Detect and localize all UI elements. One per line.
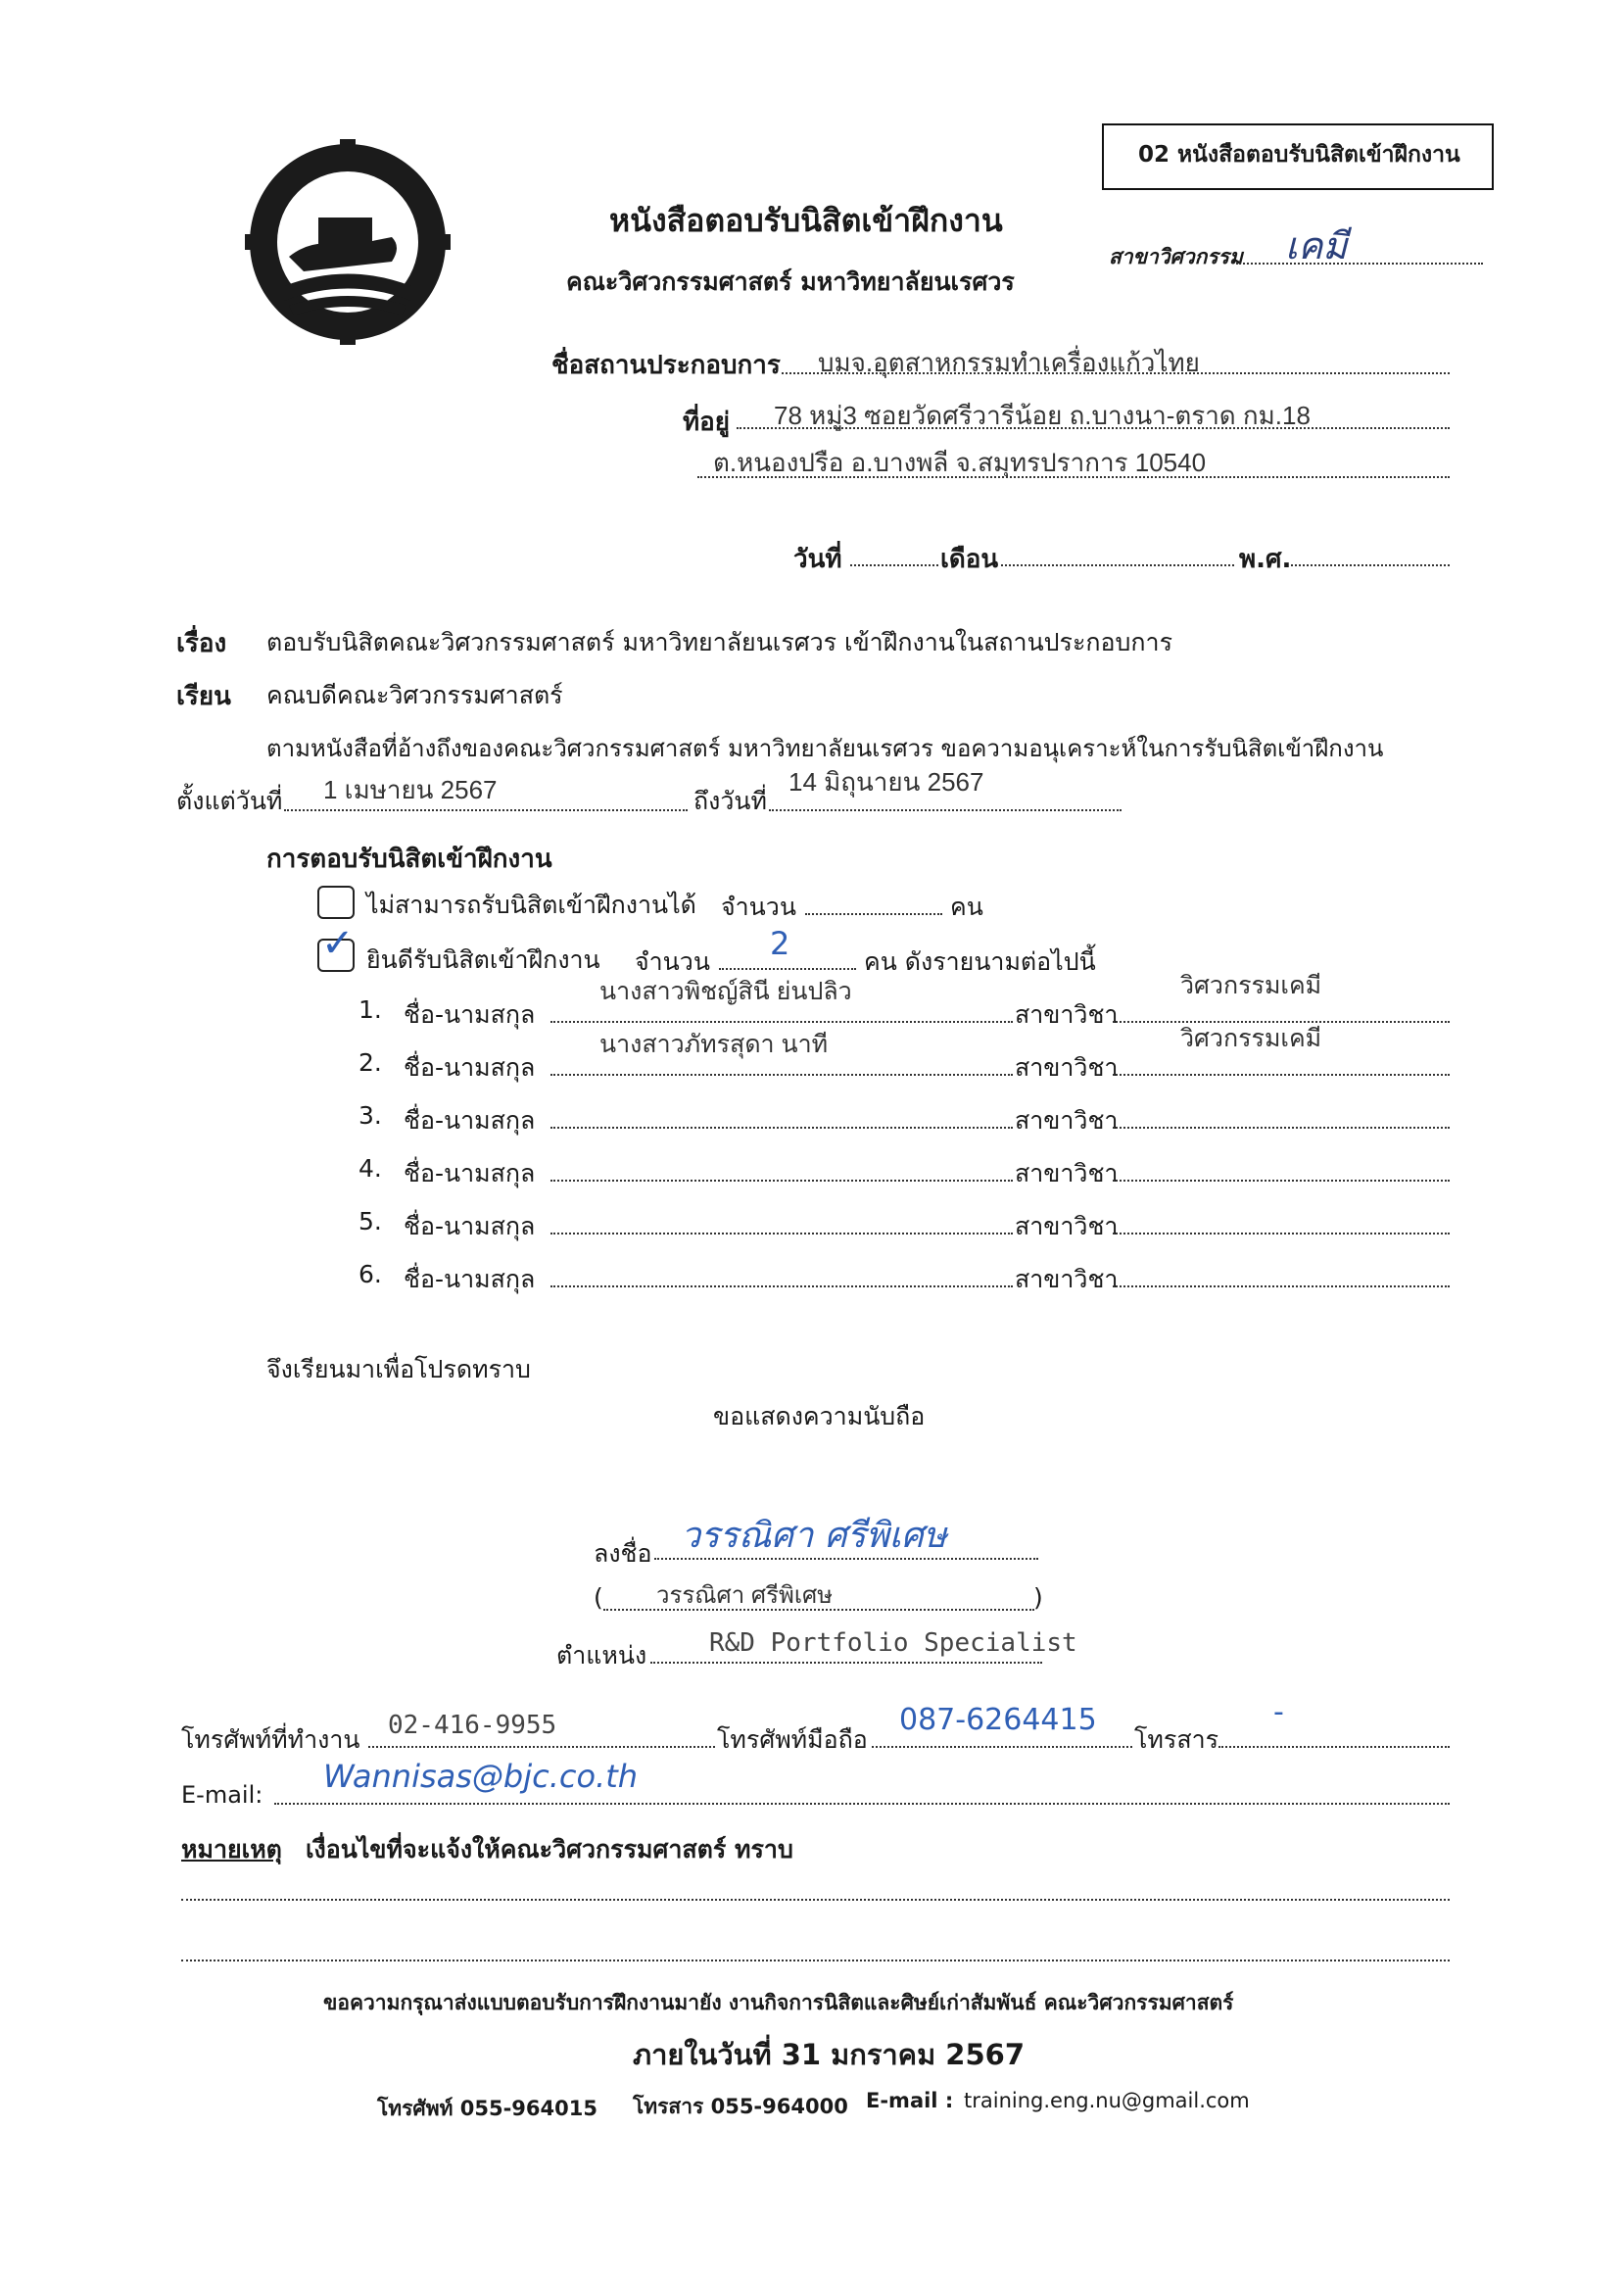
student-name: นางสาวภัทรสุดา นาที [599,1031,829,1058]
position-value: R&D Portfolio Specialist [709,1628,1077,1658]
student-major-label: สาขาวิชา [1015,1265,1119,1293]
from-date-value: 1 เมษายน 2567 [323,775,498,804]
office-phone-value: 02-416-9955 [388,1711,557,1740]
student-name-label: ชื่อ-นามสกุล [404,1212,536,1240]
email-dotted-line [274,1803,1450,1805]
address-label: ที่อยู่ [683,408,730,437]
accept-count-value: 2 [770,925,790,962]
acceptance-heading: การตอบรับนิสิตเข้าฝึกงาน [266,845,552,874]
printed-name: วรรณิศา ศรีพิเศษ [656,1582,834,1609]
student-major: วิศวกรรมเคมี [1180,972,1322,999]
reject-count-dotted-line [805,913,942,915]
note-dotted-line-1 [181,1899,1450,1901]
branch-label: สาขาวิศวกรรม [1109,245,1243,268]
page-title: หนังสือตอบรับนิสิตเข้าฝึกงาน [609,202,1003,239]
student-name-dotted-line [550,1180,1013,1182]
student-name-dotted-line [550,1233,1013,1234]
faculty-logo [245,139,451,345]
accept-count-dotted-line [719,968,856,970]
student-name-label: ชื่อ-นามสกุล [404,1053,536,1082]
page-subtitle: คณะวิศวกรรมศาสตร์ มหาวิทยาลัยนเรศวร [566,267,1015,296]
student-name-label: ชื่อ-นามสกุล [404,1000,536,1029]
document-code: 02 หนังสือตอบรับนิสิตเข้าฝึกงาน [1138,142,1460,168]
fax-label: โทรสาร [1134,1725,1219,1754]
company-value: บมจ.อุตสาหกรรมทำเครื่องแก้วไทย [818,348,1200,377]
to-label: เรียน [176,682,231,711]
branch-value: เคมี [1285,224,1348,267]
subject-label: เรื่อง [176,629,227,658]
student-major-label: สาขาวิชา [1015,1106,1119,1135]
mobile-value: 087-6264415 [899,1703,1097,1737]
printed-name-open-paren: ( [594,1583,603,1612]
date-year-label: พ.ศ. [1239,545,1292,574]
student-major-dotted-line [1113,1074,1450,1076]
note-label: หมายเหตุ [181,1835,282,1864]
student-major-dotted-line [1113,1127,1450,1129]
branch-dotted-line [1236,263,1483,265]
accept-checkmark: ✓ [321,921,355,966]
reject-count-label: จำนวน [721,893,796,921]
reject-checkbox[interactable] [317,886,355,919]
footer-line-2: ภายในวันที่ 31 มกราคม 2567 [633,2038,1026,2071]
student-name-dotted-line [550,1074,1013,1076]
mobile-dotted-line [872,1746,1132,1748]
date-month-label: เดือน [940,545,999,574]
student-major-label: สาขาวิชา [1015,1212,1119,1240]
student-number: 4. [358,1154,382,1183]
printed-name-close-paren: ) [1033,1583,1043,1612]
student-major-dotted-line [1113,1233,1450,1234]
footer-email: training.eng.nu@gmail.com [964,2089,1250,2112]
closing-text: จึงเรียนมาเพื่อโปรดทราบ [266,1355,531,1383]
student-major-dotted-line [1113,1180,1450,1182]
to-date-dotted-line [769,809,1122,811]
fax-value: - [1273,1695,1284,1729]
footer-fax: โทรสาร 055-964000 [633,2095,848,2118]
student-number: 6. [358,1260,382,1288]
student-name-label: ชื่อ-นามสกุล [404,1265,536,1293]
note-text: เงื่อนไขที่จะแจ้งให้คณะวิศวกรรมศาสตร์ ทราบ [306,1835,793,1864]
regards-text: ขอแสดงความนับถือ [713,1402,926,1430]
date-year-dotted-line [1291,564,1450,566]
accept-count-label: จำนวน [635,947,710,976]
student-major: วิศวกรรมเคมี [1180,1025,1322,1052]
date-month-dotted-line [1001,564,1234,566]
subject-text: ตอบรับนิสิตคณะวิศวกรรมศาสตร์ มหาวิทยาลัยนเรศวร เข้าฝึกงานในสถานประกอบการ [266,628,1173,656]
student-number: 5. [358,1207,382,1235]
footer-email-label: E-mail : [866,2089,954,2112]
student-major-dotted-line [1113,1285,1450,1287]
reject-option-label: ไม่สามารถรับนิสิตเข้าฝึกงานได้ [366,891,696,919]
student-name: นางสาวพิชญ์สินี ย่นปลิว [599,978,852,1005]
student-number: 1. [358,995,382,1024]
address-line-1: 78 หมู่3 ซอยวัดศรีวารีน้อย ถ.บางนา-ตราด กม.18 [774,401,1311,430]
sign-label: ลงชื่อ [594,1539,652,1568]
to-date-value: 14 มิถุนายน 2567 [788,767,984,797]
position-label: ตำแหน่ง [556,1641,647,1670]
from-date-label: ตั้งแต่วันที่ [176,787,283,815]
student-name-dotted-line [550,1285,1013,1287]
date-day-dotted-line [850,564,938,566]
office-phone-label: โทรศัพท์ที่ทำงาน [181,1725,360,1754]
office-phone-dotted-line [368,1746,715,1748]
accept-unit: คน ดังรายนามต่อไปนี้ [864,947,1096,976]
mobile-label: โทรศัพท์มือถือ [717,1725,868,1754]
student-number: 2. [358,1048,382,1077]
student-name-label: ชื่อ-นามสกุล [404,1159,536,1187]
student-major-label: สาขาวิชา [1015,1159,1119,1187]
student-name-dotted-line [550,1127,1013,1129]
student-number: 3. [358,1101,382,1130]
to-text: คณบดีคณะวิศวกรรมศาสตร์ [266,681,563,709]
to-date-label: ถึงวันที่ [693,787,767,815]
address-line-2: ต.หนองปรือ อ.บางพลี จ.สมุทรปราการ 10540 [713,448,1207,477]
company-label: ชื่อสถานประกอบการ [551,351,781,380]
fax-dotted-line [1218,1746,1450,1748]
student-name-label: ชื่อ-นามสกุล [404,1106,536,1135]
footer-phone: โทรศัพท์ 055-964015 [377,2097,597,2120]
student-major-label: สาขาวิชา [1015,1000,1119,1029]
accept-option-label: ยินดีรับนิสิตเข้าฝึกงาน [366,945,600,974]
student-major-label: สาขาวิชา [1015,1053,1119,1082]
reference-text: ตามหนังสือที่อ้างถึงของคณะวิศวกรรมศาสตร์ มหาวิทยาลัยนเรศวร ขอความอนุเคราะห์ในการรับนิสิตเข้าฝึกงาน [266,735,1384,762]
footer-line-1: ขอความกรุณาส่งแบบตอบรับการฝึกงานมายัง งานกิจการนิสิตและศิษย์เก่าสัมพันธ์ คณะวิศวกรรมศาสตร์ [323,1991,1234,2014]
student-name-dotted-line [550,1021,1013,1023]
date-day-label: วันที่ [793,545,842,574]
position-dotted-line [650,1662,1042,1664]
reject-unit: คน [950,893,983,921]
email-label: E-mail: [181,1781,263,1809]
note-dotted-line-2 [181,1960,1450,1961]
email-value: Wannisas@bjc.co.th [323,1758,639,1795]
signature: วรรณิศา ศรีพิเศษ [681,1516,947,1556]
